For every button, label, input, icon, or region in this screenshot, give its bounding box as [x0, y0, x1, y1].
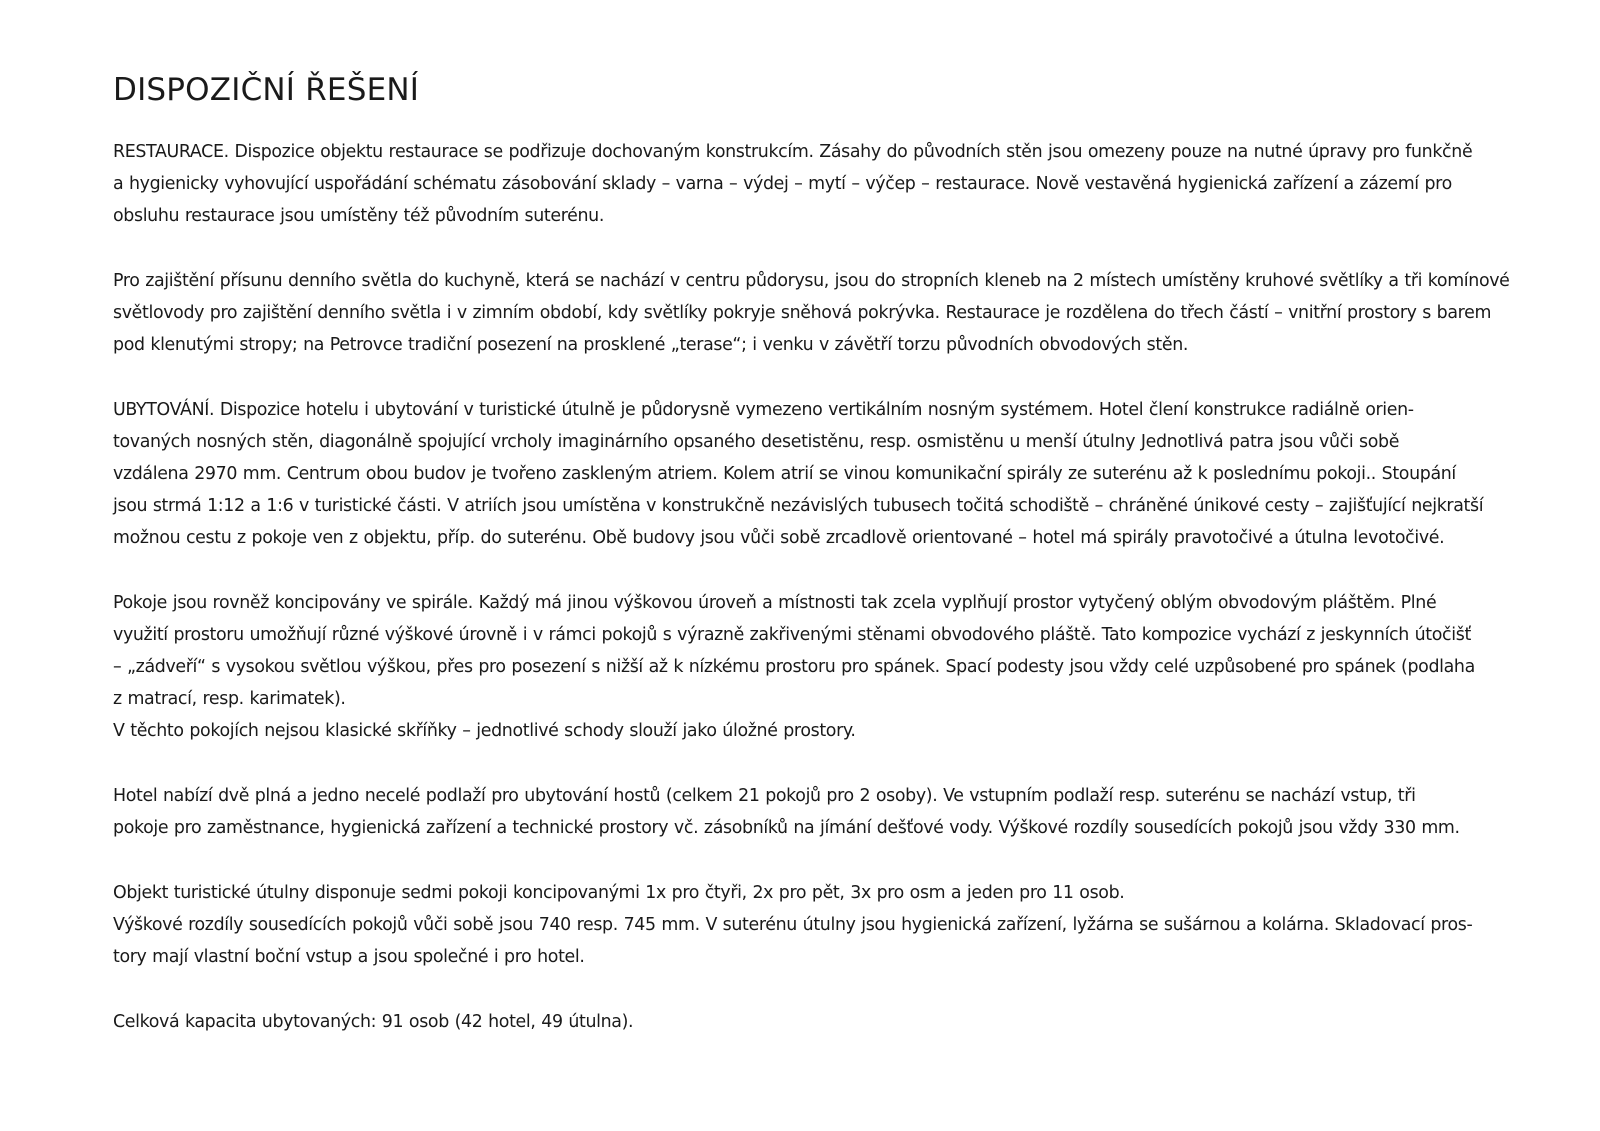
paragraph-line: pokoje pro zaměstnance, hygienická zařízení a technické prostory vč. zásobníků na jímání dešťové vody. Výškové rozdíly sousedících pokojů jsou vždy 330 mm. [113, 818, 1460, 838]
paragraph-line: možnou cestu z pokoje ven z objektu, příp. do suterénu. Obě budovy jsou vůči sobě zrcadlově orientované – hotel má spirály pravotočivé a útulna levotočivé. [113, 528, 1445, 548]
paragraph-line: tory mají vlastní boční vstup a jsou společné i pro hotel. [113, 947, 585, 967]
document-page [113, 70, 1573, 1071]
paragraph-line: pod klenutými stropy; na Petrovce tradiční posezení na prosklené „terase“; i venku v závětří torzu původních obvodových stěn. [113, 335, 1189, 355]
paragraph [113, 394, 1573, 554]
paragraph-line: Pro zajištění přísunu denního světla do kuchyně, která se nachází v centru půdorysu, jsou do stropních kleneb na 2 místech umístěny kruhové světlíky a tři komínové [113, 271, 1510, 291]
paragraph-line: Výškové rozdíly sousedících pokojů vůči sobě jsou 740 resp. 745 mm. V suterénu útulny jsou hygienická zařízení, lyžárna se sušárnou a kolárna. Skladovací pros- [113, 915, 1473, 935]
document-body [113, 136, 1573, 1038]
paragraph-line: Objekt turistické útulny disponuje sedmi pokoji koncipovanými 1x pro čtyři, 2x pro pět, 3x pro osm a jeden pro 11 osob. [113, 883, 1125, 903]
paragraph-line: jsou strmá 1:12 a 1:6 v turistické části. V atriích jsou umístěna v konstrukčně nezávislých tubusech točitá schodiště – chráněné únikové cesty – zajišťující nejkratší [113, 496, 1484, 516]
paragraph-line: a hygienicky vyhovující uspořádání schématu zásobování sklady – varna – výdej – mytí – výčep – restaurace. Nově vestavěná hygienická zařízení a zázemí pro [113, 174, 1452, 194]
paragraph-line: tovaných nosných stěn, diagonálně spojující vrcholy imaginárního opsaného desetistěnu, resp. osmistěnu u menší útulny Jednotlivá patra jsou vůči sobě [113, 432, 1400, 452]
paragraph [113, 780, 1573, 844]
paragraph-line: využití prostoru umožňují různé výškové úrovně i v rámci pokojů s výrazně zakřivenými stěnami obvodového pláště. Tato kompozice vychází z jeskynních útočišť [113, 625, 1471, 645]
paragraph-line: obsluhu restaurace jsou umístěny též původním suterénu. [113, 206, 604, 226]
paragraph-line: Celková kapacita ubytovaných: 91 osob (42 hotel, 49 útulna). [113, 1012, 634, 1032]
paragraph-line: vzdálena 2970 mm. Centrum obou budov je tvořeno zaskleným atriem. Kolem atrií se vinou komunikační spirály ze suterénu až k poslednímu pokoji.. Stoupání [113, 464, 1456, 484]
page-title: DISPOZIČNÍ ŘEŠENÍ [113, 72, 420, 108]
paragraph-line: světlovody pro zajištění denního světla i v zimním období, kdy světlíky pokryje sněhová pokrývka. Restaurace je rozdělena do třech částí – vnitřní prostory s barem [113, 303, 1492, 323]
paragraph-line: RESTAURACE. Dispozice objektu restaurace se podřizuje dochovaným konstrukcím. Zásahy do původních stěn jsou omezeny pouze na nutné úpravy pro funkčně [113, 142, 1473, 162]
paragraph [113, 1006, 1573, 1038]
paragraph [113, 265, 1573, 361]
paragraph [113, 877, 1573, 973]
paragraph-line: – „zádveří“ s vysokou světlou výškou, přes pro posezení s nižší až k nízkému prostoru pro spánek. Spací podesty jsou vždy celé uzpůsobené pro spánek (podlaha [113, 657, 1475, 677]
paragraph-line: UBYTOVÁNÍ. Dispozice hotelu i ubytování v turistické útulně je půdorysně vymezeno vertikálním nosným systémem. Hotel člení konstrukce radiálně orien- [113, 400, 1414, 420]
paragraph-line: Pokoje jsou rovněž koncipovány ve spirále. Každý má jinou výškovou úroveň a místnosti tak zcela vyplňují prostor vytyčený oblým obvodovým pláštěm. Plné [113, 593, 1437, 613]
paragraph-line: Hotel nabízí dvě plná a jedno necelé podlaží pro ubytování hostů (celkem 21 pokojů pro 2 osoby). Ve vstupním podlaží resp. suterénu se nachází vstup, tři [113, 786, 1416, 806]
paragraph [113, 136, 1573, 232]
paragraph [113, 587, 1573, 747]
paragraph-line: V těchto pokojích nejsou klasické skříňky – jednotlivé schody slouží jako úložné prostory. [113, 721, 856, 741]
paragraph-line: z matrací, resp. karimatek). [113, 689, 346, 709]
